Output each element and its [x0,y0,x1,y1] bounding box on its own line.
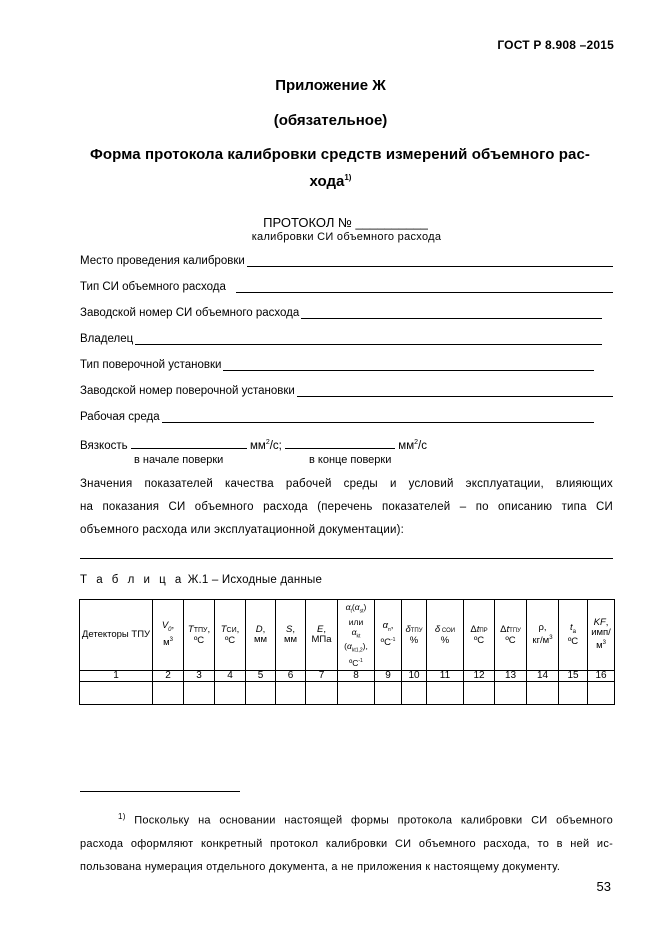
field-medium-line[interactable] [162,411,594,423]
footnote-line: пользована нумерация отдельного документа, а не приложения к настоящему документу. [80,860,561,873]
table-cell[interactable] [246,682,276,705]
th-alpha-t: $\alpha_t(\alpha_{st})$ или $\alpha_{kt}$ $(\alpha_{kt1,2})$, ºС$^{-1}$ [338,600,375,671]
th-v0: $V_0$, $м^3$ [153,600,184,671]
field-owner-line[interactable] [135,333,602,345]
col-number: 9 [375,671,402,682]
field-rig-type [80,359,594,371]
viscosity-unit-text: мм [398,440,415,452]
field-owner-label: Владелец [80,333,134,345]
table-cell[interactable] [427,682,464,705]
th-t-tpu: TТПУ, ºС [184,600,215,671]
field-type [80,281,613,293]
footnote-line: расхода оформляют конкретный протокол калибровки СИ объемного расхода, то в ней ис- [80,837,613,850]
table-cell[interactable] [375,682,402,705]
field-type-line[interactable] [236,281,613,293]
quality-fill-line[interactable] [80,557,613,559]
table-cell[interactable] [80,682,153,705]
paragraph-line: на показания СИ объемного расхода (перечень показателей – по описанию типа СИ [80,501,613,513]
col-number: 16 [588,671,615,682]
viscosity-unit-text: мм [250,440,266,452]
col-number: 7 [306,671,338,682]
col-number: 15 [559,671,588,682]
table-cell[interactable] [338,682,375,705]
field-place-label: Место проведения калибровки [80,255,245,267]
col-number: 5 [246,671,276,682]
col-number: 2 [153,671,184,682]
field-medium-label: Рабочая среда [80,411,160,423]
table-empty-row [80,682,615,705]
col-number: 8 [338,671,375,682]
viscosity-end-caption: в конце поверки [309,454,392,466]
standard-header: ГОСТ Р 8.908 –2015 [497,38,614,52]
footnote [80,805,613,879]
col-number: 4 [215,671,246,682]
viscosity-unit-exp: 2 [414,439,418,447]
field-rig-type-line[interactable] [223,359,594,371]
table-caption-word: Т а б л и ц а [80,574,185,586]
th-alpha-p: $\alpha_п$, ºС$^{-1}$ [375,600,402,671]
col-number: 10 [402,671,427,682]
table-cell[interactable] [184,682,215,705]
th-kf: KF, имп/ $м^3$ [588,600,615,671]
viscosity-start-line[interactable] [131,437,247,449]
field-rig-serial-label: Заводской номер поверочной установки [80,385,295,397]
form-title-text: хода [309,173,345,190]
field-medium [80,411,594,423]
paragraph-line: объемного расхода или эксплуатационной документации): [80,524,404,536]
table-cell[interactable] [276,682,306,705]
viscosity-end-line[interactable] [285,437,395,449]
table-cell[interactable] [153,682,184,705]
th-s: S, мм [276,600,306,671]
table-cell[interactable] [215,682,246,705]
viscosity-unit-2 [398,440,427,452]
field-type-label: Тип СИ объемного расхода [80,281,226,293]
protocol-title: ПРОТОКОЛ № __________ [263,215,428,230]
table-cell[interactable] [588,682,615,705]
th-rho: ρ, $кг/м^3$ [527,600,559,671]
footnote-mark: 1) [118,812,126,821]
source-data-table [79,599,615,705]
field-owner [80,333,602,345]
th-dt-pr: ΔtПР ºС [464,600,495,671]
protocol-subtitle: калибровки СИ объемного расхода [251,231,442,243]
appendix-status: (обязательное) [273,112,388,129]
th-dt-tpu: ΔtТПУ ºС [495,600,527,671]
field-rig-serial [80,385,613,397]
footnote-line [80,805,613,833]
viscosity-unit-tail: /с; [269,440,282,452]
field-rig-type-label: Тип поверочной установки [80,359,222,371]
th-d: D, мм [246,600,276,671]
field-serial [80,307,602,319]
form-title-line2 [0,173,661,190]
th-detectors [80,600,153,671]
table-cell[interactable] [402,682,427,705]
table-header-row [80,600,615,671]
page-number: 53 [596,879,611,894]
table-cell[interactable] [527,682,559,705]
field-serial-label: Заводской номер СИ объемного расхода [80,307,300,319]
th-t-si: TСИ, ºС [215,600,246,671]
footnote-ref: 1) [344,173,352,182]
col-number: 1 [80,671,153,682]
th-delta-tpu: δТПУ % [402,600,427,671]
col-number: 3 [184,671,215,682]
quality-paragraph [80,473,613,542]
col-number: 14 [527,671,559,682]
table-cell[interactable] [495,682,527,705]
col-number: 6 [276,671,306,682]
table-cell[interactable] [306,682,338,705]
footnote-text: Поскольку на основании настоящей формы протокола калибровки СИ объемного [134,814,614,827]
th-ta: $t_а$ ºС [559,600,588,671]
col-number: 12 [464,671,495,682]
th-delta-soi: δ СОИ % [427,600,464,671]
table-cell[interactable] [559,682,588,705]
table-cell[interactable] [464,682,495,705]
table-caption [80,574,322,586]
col-number: 11 [427,671,464,682]
paragraph-line: Значения показателей качества рабочей среды и условий эксплуатации, влияющих [80,478,613,490]
footnote-separator [80,791,240,792]
th-e: E, МПа [306,600,338,671]
viscosity-start-caption: в начале поверки [134,454,224,466]
appendix-title: Приложение Ж [275,77,386,94]
viscosity-unit-1 [250,440,282,452]
field-serial-line[interactable] [301,307,602,319]
viscosity-unit-tail: /с [418,440,427,452]
field-place [80,255,613,267]
table-number-row [80,671,615,682]
field-rig-serial-line[interactable] [297,385,613,397]
th-text: Детекторы ТПУ [81,629,151,640]
viscosity-label: Вязкость [80,440,128,452]
table-caption-text: Ж.1 – Исходные данные [184,574,323,586]
viscosity-unit-exp: 2 [265,439,270,447]
form-title-line1: Форма протокола калибровки средств измерений объемного рас- [90,146,591,163]
field-place-line[interactable] [247,255,613,267]
viscosity-row [80,437,427,452]
col-number: 13 [495,671,527,682]
